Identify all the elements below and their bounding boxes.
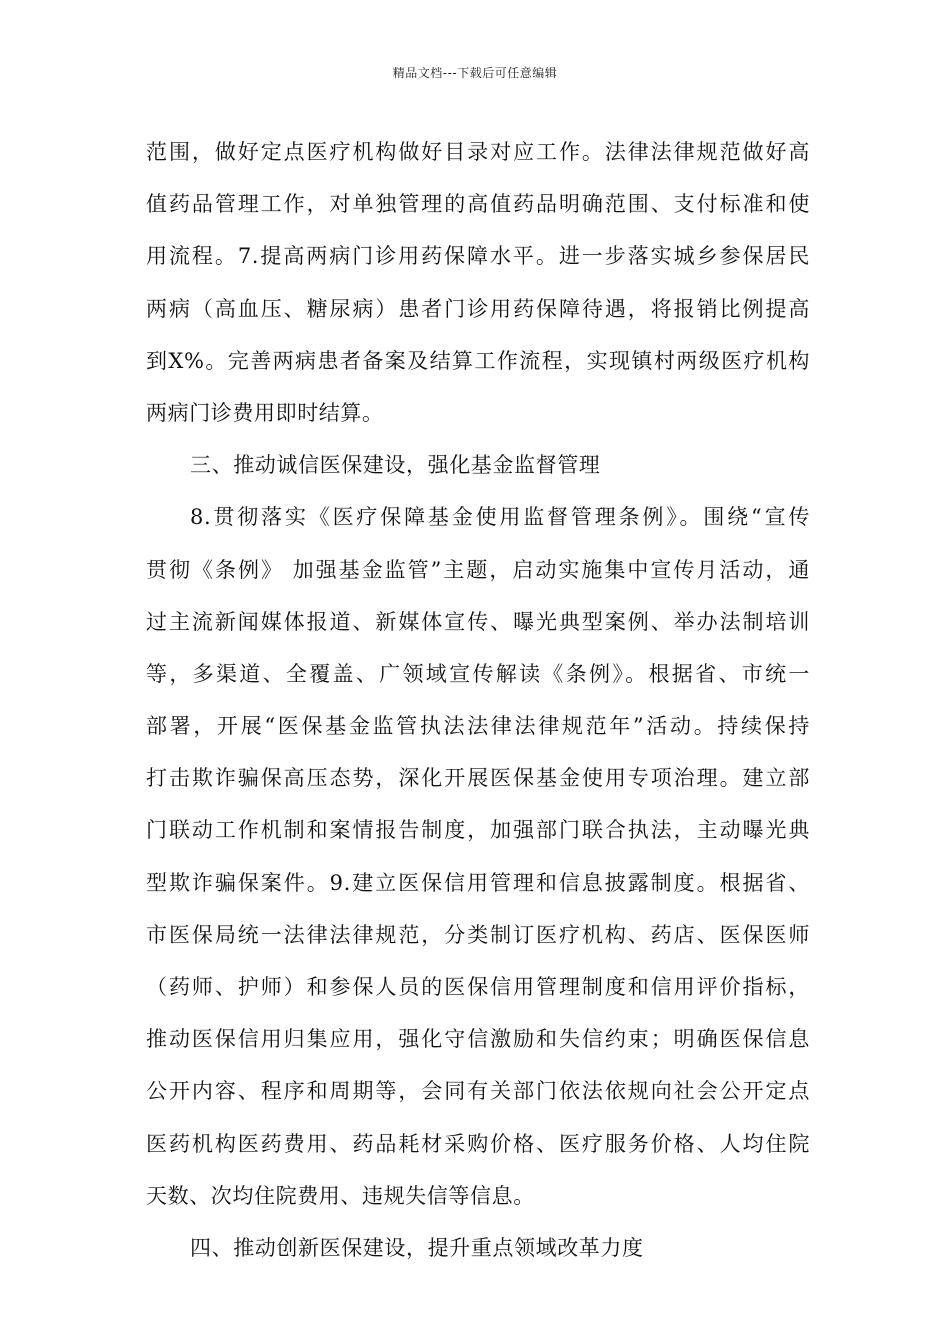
text-line: 贯彻《条例》 加强基金监管”主题，启动实施集中宣传月活动，通 [146, 557, 810, 582]
heading-text: 四、推动创新医保建设，提升重点领域改革力度 [190, 1235, 644, 1260]
section-heading [146, 439, 810, 491]
text-line: 打击欺诈骗保高压态势，深化开展医保基金使用专项治理。建立部 [146, 766, 810, 791]
text-line: （药师、护师）和参保人员的医保信用管理制度和信用评价指标， [146, 975, 810, 999]
page-header: 精品文档---下载后可任意编辑 [392, 66, 558, 80]
text-line: 范围，做好定点医疗机构做好目录对应工作。法律法律规范做好高 [146, 140, 810, 164]
text-line: 医药机构医药费用、药品耗材采购价格、医疗服务价格、人均住院 [146, 1131, 810, 1156]
text-line: 用流程。7.提高两病门诊用药保障水平。进一步落实城乡参保居民 [146, 244, 810, 269]
text-line: 等，多渠道、全覆盖、广领域宣传解读《条例》。根据省、市统一 [146, 661, 810, 686]
text-line: 推动医保信用归集应用，强化守信激励和失信约束；明确医保信息 [146, 1027, 810, 1052]
section-heading [146, 1222, 810, 1274]
text-line: 公开内容、程序和周期等，会同有关部门依法依规向社会公开定点 [146, 1079, 810, 1104]
text-line: 值药品管理工作，对单独管理的高值药品明确范围、支付标准和使 [146, 192, 810, 217]
text-line: 市医保局统一法律法律规范，分类制订医疗机构、药店、医保医师 [146, 922, 810, 947]
text-line: 门联动工作机制和案情报告制度，加强部门联合执法，主动曝光典 [146, 818, 810, 843]
text-line: 型欺诈骗保案件。9.建立医保信用管理和信息披露制度。根据省、 [146, 870, 810, 895]
text-line: 两病门诊费用即时结算。 [146, 400, 384, 425]
document-body [146, 126, 810, 1274]
text-line: 到X%。完善两病患者备案及结算工作流程，实现镇村两级医疗机构 [146, 348, 810, 373]
paragraph [146, 126, 810, 439]
text-line: 天数、次均住院费用、违规失信等信息。 [146, 1183, 535, 1208]
text-line: 两病（高血压、糖尿病）患者门诊用药保障待遇，将报销比例提高 [146, 296, 810, 321]
text-line: 8.贯彻落实《医疗保障基金使用监督管理条例》。围绕“宣传 [190, 505, 810, 530]
heading-text: 三、推动诚信医保建设，强化基金监督管理 [190, 453, 601, 478]
text-line: 部署，开展“医保基金监管执法法律法律规范年”活动。持续保持 [146, 714, 810, 739]
text-line: 过主流新闻媒体报道、新媒体宣传、曝光典型案例、举办法制培训 [146, 609, 810, 634]
paragraph [146, 491, 810, 1222]
